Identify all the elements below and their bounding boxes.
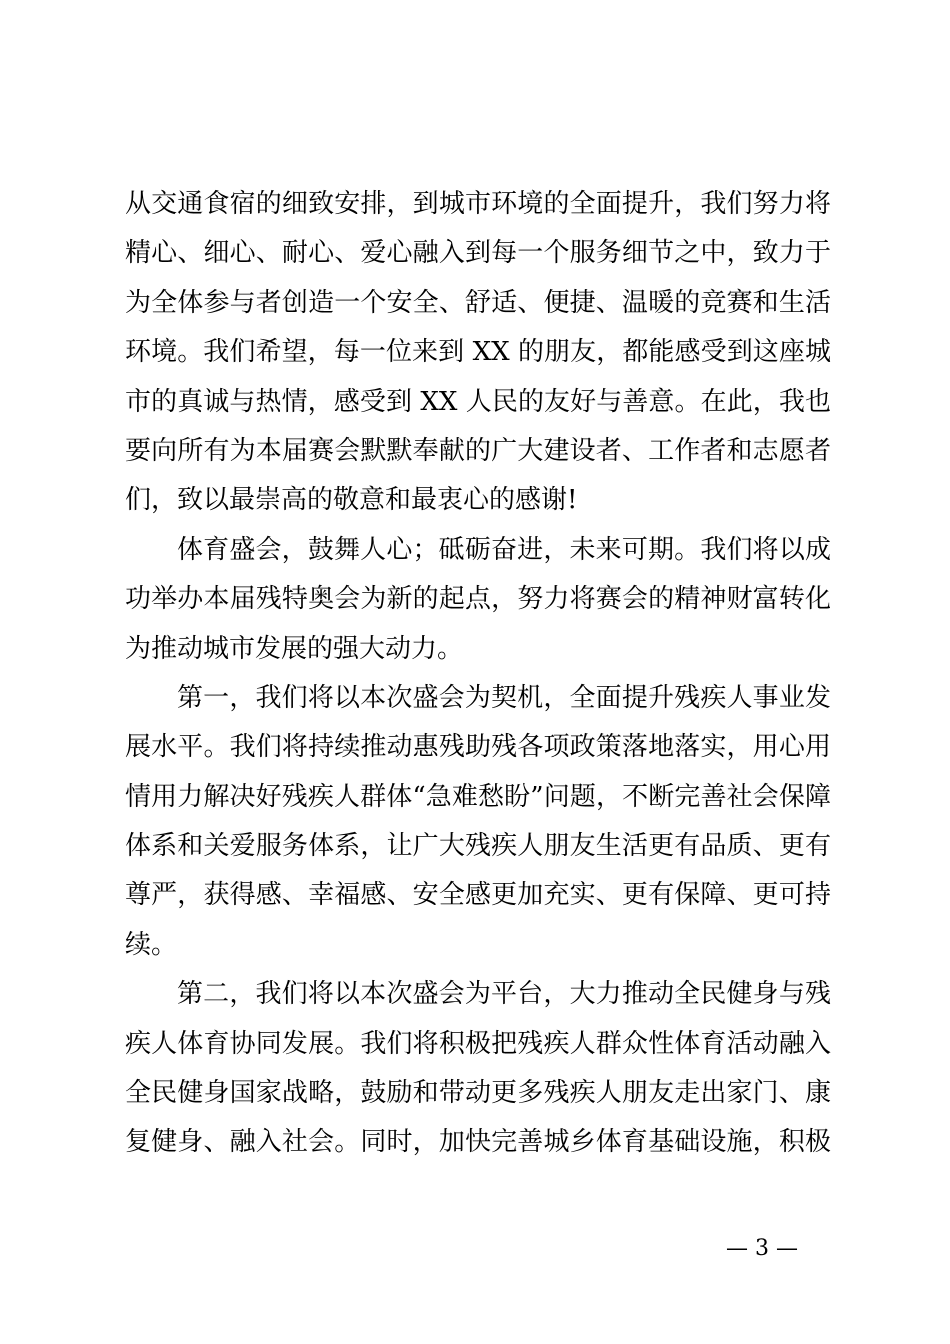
text-line: 功举办本届残特奥会为新的起点，努力将赛会的精神财富转化 <box>125 584 831 615</box>
text-line: 第二，我们将以本次盛会为平台，大力推动全民健身与残 <box>177 979 831 1010</box>
page-number: — 3 — <box>726 1236 798 1261</box>
text-line: 市的真诚与热情，感受到 XX 人民的友好与善意。在此，我也 <box>125 386 831 417</box>
text-line: 体育盛会，鼓舞人心；砥砺奋进，未来可期。我们将以成 <box>177 534 831 565</box>
body-text <box>125 180 831 1168</box>
text-line: 环境。我们希望，每一位来到 XX 的朋友，都能感受到这座城 <box>125 337 831 368</box>
text-line: 全民健身国家战略，鼓励和带动更多残疾人朋友走出家门、康 <box>125 1078 831 1109</box>
text-line: 展水平。我们将持续推动惠残助残各项政策落地落实，用心用 <box>125 732 831 763</box>
text-line: 体系和关爱服务体系，让广大残疾人朋友生活更有品质、更有 <box>125 831 831 862</box>
text-line: 们，致以最崇高的敬意和最衷心的感谢! <box>125 485 578 516</box>
text-line: 从交通食宿的细致安排，到城市环境的全面提升，我们努力将 <box>125 189 831 219</box>
text-line: 为推动城市发展的强大动力。 <box>125 633 464 664</box>
text-line: 要向所有为本届赛会默默奉献的广大建设者、工作者和志愿者 <box>125 435 831 466</box>
text-line: 第一，我们将以本次盛会为契机，全面提升残疾人事业发 <box>177 682 831 713</box>
text-line: 尊严，获得感、幸福感、安全感更加充实、更有保障、更可持 <box>125 880 831 911</box>
text-line: 精心、细心、耐心、爱心融入到每一个服务细节之中，致力于 <box>125 238 831 269</box>
text-line: 情用力解决好残疾人群体“急难愁盼”问题，不断完善社会保障 <box>125 781 831 812</box>
text-line: 为全体参与者创造一个安全、舒适、便捷、温暖的竞赛和生活 <box>125 287 831 318</box>
text-line: 复健身、融入社会。同时，加快完善城乡体育基础设施，积极 <box>125 1127 831 1158</box>
text-line: 续。 <box>125 929 178 960</box>
text-line: 疾人体育协同发展。我们将积极把残疾人群众性体育活动融入 <box>125 1028 831 1059</box>
